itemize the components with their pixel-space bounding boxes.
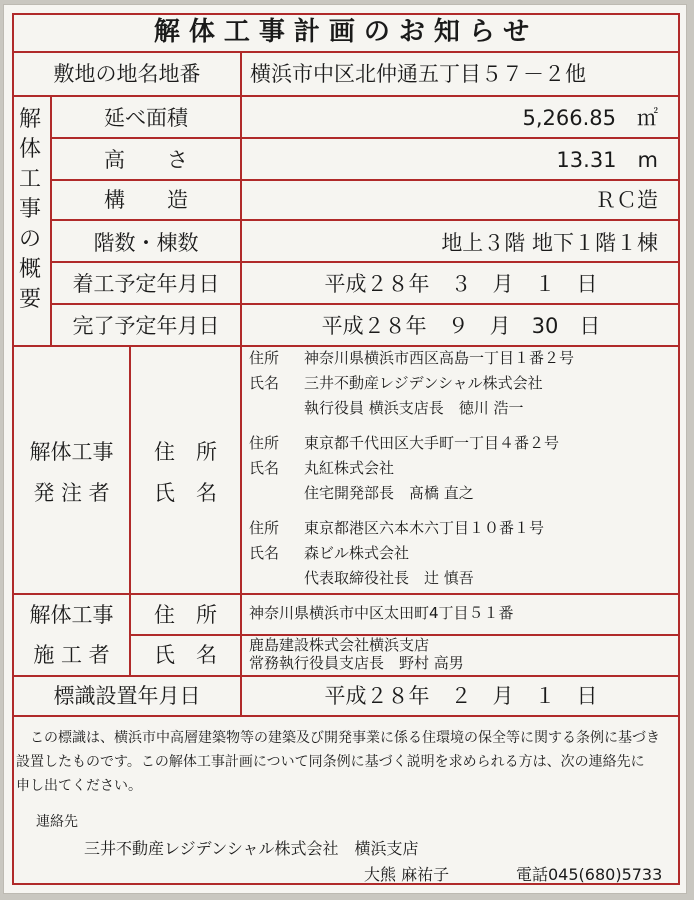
floor-area-value: 5,266.85 ㎡ [522,106,658,130]
contact-phone: 電話045(680)5733 [516,865,663,884]
divider [50,261,680,263]
orderer-2-addr: 東京都千代田区大手町一丁目４番２号 [304,434,560,452]
site-label: 敷地の地名地番 [53,62,201,86]
orderer-3-addr-label: 住所 [249,519,280,537]
orderer-3-addr: 東京都港区六本木六丁目１０番１号 [304,519,545,537]
divider [12,675,680,677]
side-char: 事 [18,197,41,222]
orderer-address-label: 住 所 [154,440,217,464]
floors-label: 階数・棟数 [93,231,199,255]
orderer-1-name-label: 氏名 [249,374,280,392]
contact-company: 三井不動産レジデンシャル株式会社 横浜支店 [84,839,419,858]
divider [12,593,680,595]
divider [12,715,680,717]
side-char: の [18,227,41,252]
page-title: 解体工事計画のお知らせ [153,17,539,47]
side-char: 解 [18,107,41,132]
orderer-3-name-label: 氏名 [249,544,280,562]
structure-label: 構 造 [104,188,188,212]
orderer-label-1: 解体工事 [29,440,114,464]
orderer-1-person: 執行役員 横浜支店長 徳川 浩一 [304,399,524,417]
contractor-label-1: 解体工事 [29,603,114,627]
contractor-person: 常務執行役員支店長 野村 高男 [249,654,464,672]
floor-area-label: 延べ面積 [104,106,188,130]
divider [50,137,680,139]
side-char: 要 [18,287,41,312]
orderer-1-company: 三井不動産レジデンシャル株式会社 [304,374,543,392]
notice-line-2: 設置したものです。この解体工事計画について同条例に基づく説明を求められる方は、次の連絡先に [16,754,645,770]
end-date-label: 完了予定年月日 [72,314,220,338]
divider [12,345,680,347]
notice-board [3,4,687,894]
notice-line-1: この標識は、横浜市中高層建築物等の建築及び開発事業に係る住環境の保全等に関する条例に基づき [30,730,660,746]
height-label: 高 さ [104,148,188,172]
start-date-label: 着工予定年月日 [72,272,220,296]
sign-date-label: 標識設置年月日 [53,684,201,708]
divider [12,95,680,97]
orderer-2-person: 住宅開発部長 髙橋 直之 [304,484,474,502]
overview-side-label [15,105,45,315]
divider [240,51,242,345]
divider [12,51,680,53]
contact-person: 大熊 麻祐子 [364,865,450,884]
contractor-address: 神奈川県横浜市中区太田町4丁目５１番 [249,604,514,622]
contractor-label-2: 施 工 者 [33,643,110,667]
side-char: 体 [18,137,41,162]
orderer-1-addr: 神奈川県横浜市西区高島一丁目１番２号 [304,349,575,367]
structure-value: ＲＣ造 [595,188,658,212]
contractor-company: 鹿島建設株式会社横浜支店 [249,636,430,654]
contractor-name-label: 氏 名 [154,643,217,667]
orderer-2-addr-label: 住所 [249,434,280,452]
orderer-3-person: 代表取締役社長 辻 慎吾 [304,569,474,587]
divider [50,219,680,221]
contractor-address-label: 住 所 [154,603,217,627]
height-value: 13.31 m [556,148,658,172]
orderer-2-name-label: 氏名 [249,459,280,477]
notice-line-3: 申し出てください。 [16,778,142,794]
floors-value: 地上３階 地下１階１棟 [441,231,658,255]
orderer-1-addr-label: 住所 [249,349,280,367]
start-date-value: 平成２８年 ３ 月 １ 日 [324,272,598,296]
orderer-3-company: 森ビル株式会社 [304,544,410,562]
site-value: 横浜市中区北仲通五丁目５７－２他 [250,62,586,86]
divider [240,345,242,593]
orderer-label-2: 発 注 者 [33,481,110,505]
sign-date-value: 平成２８年 ２ 月 １ 日 [324,684,598,708]
orderer-2-company: 丸紅株式会社 [304,459,395,477]
divider [129,345,131,593]
divider [50,179,680,181]
side-char: 概 [18,257,41,282]
side-char: 工 [18,167,41,192]
end-date-value: 平成２８年 ９ 月 30 日 [321,314,601,338]
divider [50,303,680,305]
orderer-name-label: 氏 名 [154,481,217,505]
contact-label: 連絡先 [36,814,78,830]
